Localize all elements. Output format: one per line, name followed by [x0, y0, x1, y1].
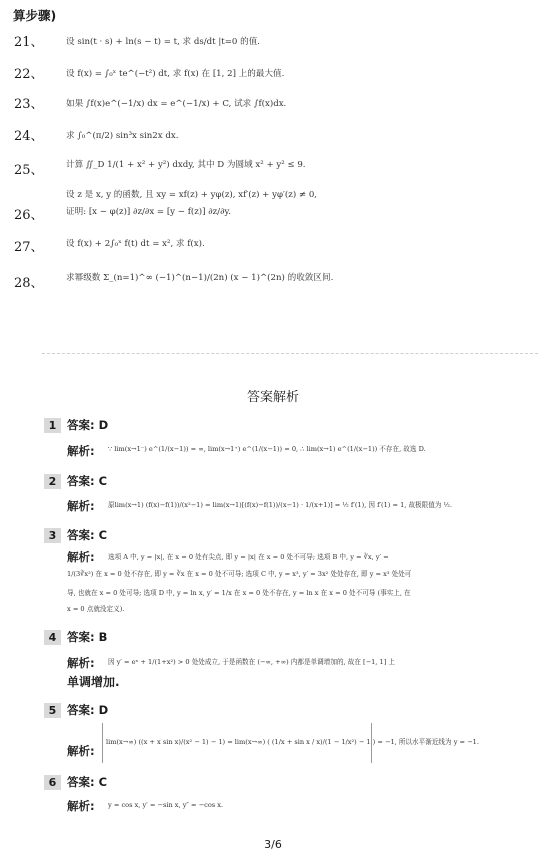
question-text: 设 z 是 x, y 的函数, 且 xy = xf(z) + yφ(z), xf′(z) + yφ′(z) ≠ 0, [66, 190, 318, 200]
question-number: 23、 [14, 97, 44, 112]
explanation-label: 解析: [67, 744, 95, 758]
question-number: 26、 [14, 208, 44, 223]
question-text: 设 f(x) = ∫₀ˣ te^(−t²) dt, 求 f(x) 在 [1, 2] 上的最大值. [66, 69, 285, 79]
section-divider [42, 353, 538, 354]
question-number: 24、 [14, 129, 44, 144]
answer-label: 答案: C [67, 528, 108, 542]
section-header: 算步骤) [13, 8, 57, 23]
answer-label: 答案: C [67, 775, 108, 789]
question-number: 21、 [14, 35, 44, 50]
explanation-tail: 单调增加. [67, 675, 120, 689]
answer-section-title: 答案解析 [246, 390, 299, 405]
answer-label: 答案: D [67, 703, 109, 717]
explanation-text: y = cos x, y′ = −sin x, y″ = −cos x. [108, 801, 224, 809]
question-23 [0, 96, 546, 118]
question-text: 设 sin(t · s) + ln(s − t) = t, 求 ds/dt |t=0 的值. [66, 37, 261, 47]
explanation-label: 解析: [67, 656, 95, 670]
question-text: 设 f(x) + 2∫₀ˣ f(t) dt = x², 求 f(x). [66, 239, 205, 249]
question-24 [0, 128, 546, 150]
explanation-text: 原lim(x→1) (f(x)−f(1))/(x²−1) = lim(x→1)[(f(x)−f(1))/(x−1) · 1/(x+1)] = ½ f′(1), 因 f′(1) = 1, 故极限值为 ½. [108, 501, 453, 509]
question-number: 28、 [14, 276, 44, 291]
explanation-text: 1/(3∛x²) 在 x = 0 处不存在, 即 y = ∛x 在 x = 0 处不可导; 选项 C 中, y = x³, y′ = 3x² 处处存在, 即 y = x³ 处处可 [67, 570, 412, 578]
answer-number-4: 4 [44, 630, 61, 645]
answer-label: 答案: B [67, 630, 108, 644]
answer-label: 答案: C [67, 474, 108, 488]
question-28 [0, 270, 546, 292]
question-text: 计算 ∬_D 1/(1 + x² + y²) dxdy, 其中 D 为圆域 x² + y² ≤ 9. [66, 160, 306, 170]
explanation-text: x = 0 点就没定义). [67, 605, 125, 613]
question-text: 如果 ∫f(x)e^(−1/x) dx = e^(−1/x) + C, 试求 ∫f(x)dx. [66, 99, 287, 109]
answer-label: 答案: D [67, 418, 109, 432]
answer-number-3: 3 [44, 528, 61, 543]
question-27 [0, 238, 546, 260]
question-22 [0, 66, 546, 88]
question-number: 22、 [14, 67, 44, 82]
explanation-label: 解析: [67, 799, 95, 813]
answer-number-1: 1 [44, 418, 61, 433]
explanation-label: 解析: [67, 444, 95, 458]
question-number: 27、 [14, 240, 44, 255]
question-number: 25、 [14, 163, 44, 178]
question-text-line2: 证明: [x − φ(z)] ∂z/∂x = [y − f(z)] ∂z/∂y. [66, 207, 231, 217]
question-text: 求幂级数 Σ_(n=1)^∞ (−1)^(n−1)/(2n) (x − 1)^(2n) 的收敛区间. [66, 273, 334, 283]
explanation-text: 导, 也就在 x = 0 处可导; 选项 D 中, y = ln x, y′ = 1/x 在 x = 0 处不存在, y = ln x 在 x = 0 处不可导 (事实上, 在 [67, 589, 411, 597]
explanation-label: 解析: [67, 550, 95, 564]
question-25 [0, 160, 546, 182]
explanation-text: ∵ lim(x→1⁻) e^(1/(x−1)) = ∞, lim(x→1⁺) e^(1/(x−1)) = 0, ∴ lim(x→1) e^(1/(x−1)) 不存在, 故选 D. [108, 445, 426, 453]
answer-number-6: 6 [44, 775, 61, 790]
answer-number-2: 2 [44, 474, 61, 489]
page-number: 3/6 [264, 838, 282, 851]
explanation-text: 选项 A 中, y = |x|, 在 x = 0 处有尖点, 即 y = |x| 在 x = 0 处不可导; 选项 B 中, y = ∛x, y′ = [108, 553, 389, 561]
explanation-text: 因 y′ = eˣ + 1/(1+x²) > 0 处处成立, 于是函数在 (−∞, +∞) 内都是单调增加的, 故在 [−1, 1] 上 [108, 658, 395, 666]
explanation-text: lim(x→∞) ((x + x sin x)/(x² − 1) − 1) = lim(x→∞) ( (1/x + sin x / x)/(1 − 1/x²) − 1 ) = −1, 所以水平渐近线为 y = −1. [106, 738, 479, 746]
question-text: 求 ∫₀^(π/2) sin³x sin2x dx. [66, 131, 179, 141]
answer-number-5: 5 [44, 703, 61, 718]
explanation-label: 解析: [67, 499, 95, 513]
question-21 [0, 34, 546, 56]
question-26 [0, 190, 546, 224]
